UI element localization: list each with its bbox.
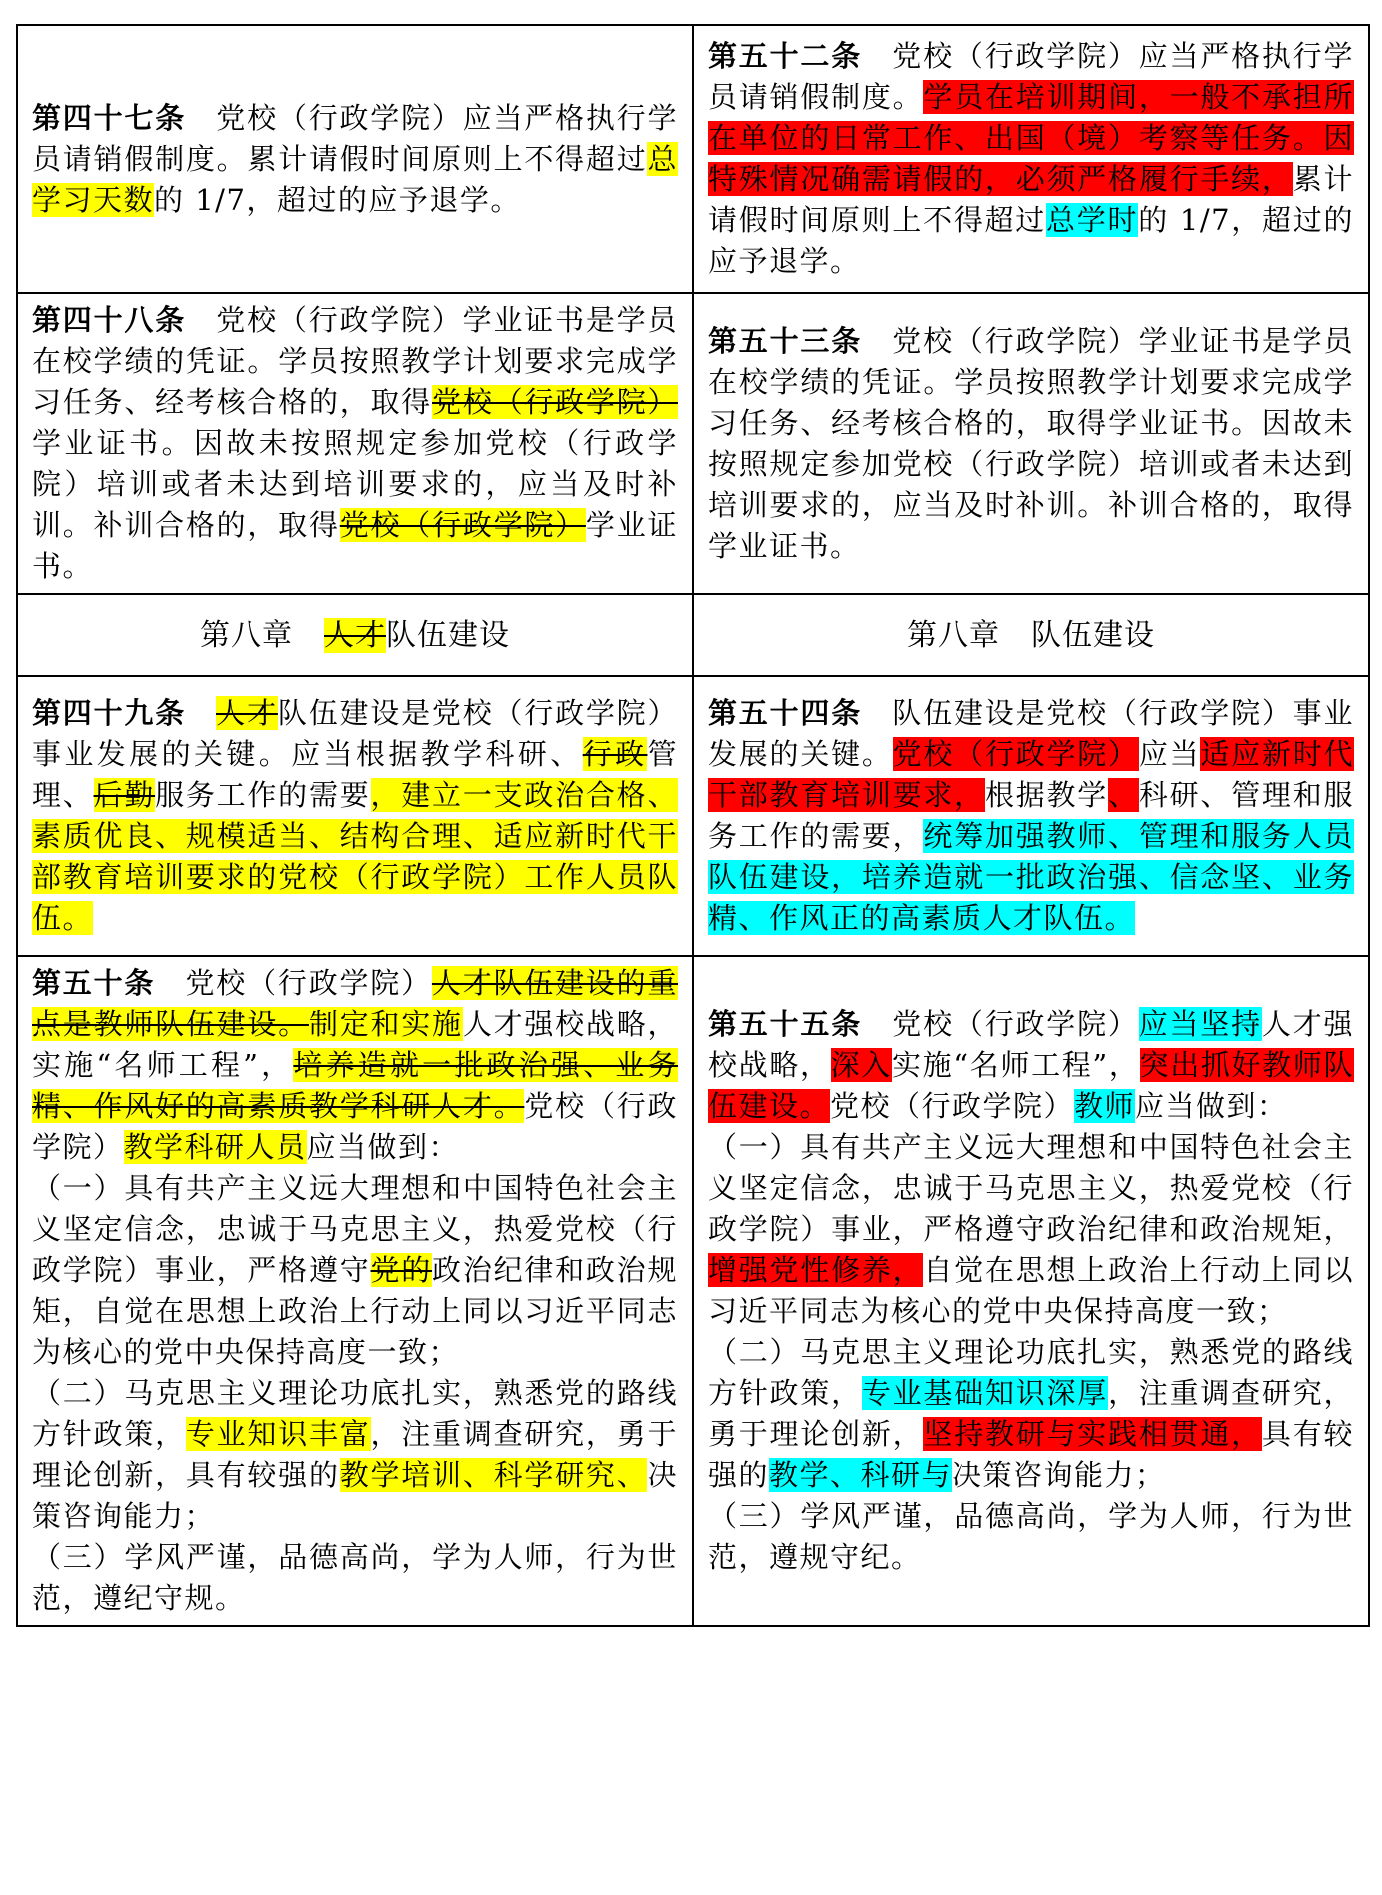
highlighted-text: 总学习天数 <box>32 141 678 217</box>
highlighted-text: 党校（行政学院） <box>892 737 1139 771</box>
text-segment: ，注重调查研究，勇于理论创新，具有较强的 <box>32 1417 678 1492</box>
text-segment: 第八章 队伍建设 <box>907 617 1155 653</box>
paragraph <box>708 321 1354 567</box>
text-segment: 人才强校战略，实施“名师工程”， <box>32 1007 678 1082</box>
highlighted-text: 增强党性修养， <box>708 1253 924 1287</box>
new-text-cell <box>693 956 1369 1626</box>
paragraph <box>708 1496 1354 1578</box>
highlighted-text: 教学科研人员 <box>123 1130 307 1164</box>
new-text-cell <box>693 293 1369 594</box>
highlighted-text: 统筹加强教师、管理和服务人员队伍建设，培养造就一批政治强、信念坚、业务精、作风正的高素质人才队伍。 <box>708 819 1354 935</box>
text-segment: 第八章 <box>200 617 324 653</box>
highlighted-text: ，建立一支政治合格、素质优良、规模适当、结构合理、适应新时代干部教育培训要求的党校（行政学院）工作人员队伍。 <box>32 778 678 935</box>
text-segment: 党校（行政学院）应当严格执行学员请销假制度。累计请假时间原则上不得超过 <box>32 100 678 176</box>
highlighted-text: 制定和实施 <box>308 1007 463 1041</box>
article-number: 第五十五条 <box>708 1007 862 1041</box>
new-text-cell <box>693 25 1369 293</box>
deleted-text: 后勤 <box>93 778 156 812</box>
text-segment: 应当做到： <box>1135 1089 1288 1123</box>
paragraph <box>32 693 678 939</box>
highlighted-text: 教师 <box>1074 1089 1136 1123</box>
deleted-text: 人才 <box>324 617 386 653</box>
highlighted-text: 总学时 <box>1046 203 1139 237</box>
text-segment: 的 1/7，超过的应予退学。 <box>708 203 1354 278</box>
article-number: 第四十九条 <box>32 696 186 730</box>
text-segment: 学业证书。 <box>32 508 678 583</box>
table-row <box>17 25 1369 293</box>
text-segment: 党校（行政学院）应当严格执行学员请销假制度。 <box>708 39 1354 114</box>
deleted-text: 人才队伍建设的重点是教师队伍建设。 <box>32 966 678 1041</box>
text-segment: 实施“名师工程”， <box>891 1048 1140 1082</box>
text-segment: 队伍建设是党校（行政学院）事业发展的关键。应当根据教学科研、 <box>32 696 678 771</box>
text-segment: 应当 <box>1138 737 1201 771</box>
text-segment: 人才强校战略， <box>708 1007 1354 1082</box>
comparison-table <box>16 24 1370 1627</box>
highlighted-text: 学员在培训期间，一般不承担所在单位的日常工作、出国（境）考察等任务。因特殊情况确需请假的，必须严格履行手续， <box>708 80 1354 196</box>
table-row <box>17 676 1369 956</box>
old-text-cell <box>17 676 693 956</box>
text-segment: 具有较强的 <box>708 1417 1354 1492</box>
text-segment: 科研、管理和服务工作的需要， <box>708 778 1354 853</box>
paragraph <box>32 98 678 221</box>
highlighted-text: 教学培训、科学研究、 <box>339 1458 648 1492</box>
text-segment: （二）马克思主义理论功底扎实，熟悉党的路线方针政策， <box>32 1376 678 1451</box>
text-segment: 学业证书。因故未按照规定参加党校（行政学院）培训或者未达到培训要求的，应当及时补训。补训合格的，取得 <box>32 426 678 542</box>
old-chapter-title <box>17 594 693 676</box>
text-segment: 党校（行政学院） <box>830 1089 1075 1123</box>
paragraph <box>708 615 1354 656</box>
article-number: 第五十三条 <box>708 323 862 358</box>
text-segment: 累计请假时间原则上不得超过 <box>708 162 1354 237</box>
paragraph <box>32 300 678 587</box>
text-segment: 党校（行政学院） <box>32 1089 678 1164</box>
text-segment: （一）具有共产主义远大理想和中国特色社会主义坚定信念，忠诚于马克思主义，热爱党校（行政学院）事业，严格遵守 <box>32 1171 678 1287</box>
highlighted-text: 突出抓好教师队伍建设。 <box>708 1048 1354 1123</box>
text-segment: ，注重调查研究，勇于理论创新， <box>708 1376 1354 1451</box>
text-segment: 的 1/7，超过的应予退学。 <box>154 182 521 217</box>
paragraph <box>708 1127 1354 1332</box>
paragraph <box>708 693 1354 939</box>
article-number: 第五十二条 <box>708 39 862 73</box>
paragraph <box>32 1168 678 1373</box>
article-number: 第五十条 <box>32 966 156 1000</box>
highlighted-text: 坚持教研与实践相贯通， <box>923 1417 1262 1451</box>
text-segment: 党校（行政学院） <box>892 1007 1139 1041</box>
table-row <box>17 956 1369 1626</box>
highlighted-text: 、 <box>1108 778 1139 812</box>
paragraph <box>32 615 678 656</box>
new-text-cell <box>693 676 1369 956</box>
deleted-text: 党校（行政学院） <box>432 385 678 419</box>
text-segment: 政治纪律和政治规矩，自觉在思想上政治上行动上同以习近平同志为核心的党中央保持高度一致； <box>32 1253 678 1369</box>
paragraph <box>708 36 1354 282</box>
text-segment: （三）学风严谨，品德高尚，学为人师，行为世范，遵纪守规。 <box>32 1540 678 1615</box>
text-segment: 决策咨询能力； <box>32 1458 678 1533</box>
highlighted-text: 专业知识丰富 <box>185 1417 371 1451</box>
text-segment: 自觉在思想上政治上行动上同以习近平同志为核心的党中央保持高度一致； <box>708 1253 1354 1328</box>
text-segment: 队伍建设是党校（行政学院）事业发展的关键。 <box>708 696 1354 771</box>
text-segment: 根据教学 <box>984 778 1109 812</box>
article-number: 第四十七条 <box>32 100 186 135</box>
highlighted-text: 适应新时代干部教育培训要求， <box>708 737 1354 812</box>
highlighted-text: 应当坚持 <box>1138 1007 1262 1041</box>
new-chapter-title <box>693 594 1369 676</box>
paragraph <box>32 1537 678 1619</box>
text-segment: 党校（行政学院）学业证书是学员在校学绩的凭证。学员按照教学计划要求完成学习任务、经考核合格的，取得学业证书。因故未按照规定参加党校（行政学院）培训或者未达到培训要求的，应当及时补训。补训合格的，取得学业证书。 <box>708 323 1354 563</box>
deleted-text: 培养造就一批政治强、业务精、作风好的高素质教学科研人才。 <box>32 1048 678 1123</box>
text-segment: （三）学风严谨，品德高尚，学为人师，行为世范，遵规守纪。 <box>708 1499 1354 1574</box>
paragraph <box>708 1332 1354 1496</box>
article-number: 第五十四条 <box>708 696 862 730</box>
paragraph <box>32 963 678 1168</box>
text-segment: 决策咨询能力； <box>952 1458 1166 1492</box>
text-segment: 队伍建设 <box>386 617 510 653</box>
paragraph <box>32 1373 678 1537</box>
text-segment: 党校（行政学院）学业证书是学员在校学绩的凭证。学员按照教学计划要求完成学习任务、经考核合格的，取得 <box>32 303 678 419</box>
deleted-text: 人才 <box>216 696 278 730</box>
old-text-cell <box>17 293 693 594</box>
old-text-cell <box>17 956 693 1626</box>
deleted-text: 党校（行政学院） <box>339 508 586 542</box>
highlighted-text: 专业基础知识深厚 <box>861 1376 1109 1410</box>
chapter-heading-row <box>17 594 1369 676</box>
article-number: 第四十八条 <box>32 303 186 337</box>
text-segment: 应当做到： <box>306 1130 460 1164</box>
paragraph <box>708 1004 1354 1127</box>
deleted-text: 党的 <box>370 1253 433 1287</box>
table-row <box>17 293 1369 594</box>
highlighted-text: 教学、科研与 <box>769 1458 953 1492</box>
old-text-cell <box>17 25 693 293</box>
text-segment: （一）具有共产主义远大理想和中国特色社会主义坚定信念，忠诚于马克思主义，热爱党校（行政学院）事业，严格遵守政治纪律和政治规矩， <box>708 1130 1354 1246</box>
deleted-text: 行政 <box>582 737 648 771</box>
text-segment: （二）马克思主义理论功底扎实，熟悉党的路线方针政策， <box>708 1335 1354 1410</box>
highlighted-text: 深入 <box>830 1048 892 1082</box>
text-segment: 党校（行政学院） <box>185 966 432 1000</box>
text-segment: 服务工作的需要 <box>155 778 371 812</box>
text-segment: 管理、 <box>32 737 678 812</box>
